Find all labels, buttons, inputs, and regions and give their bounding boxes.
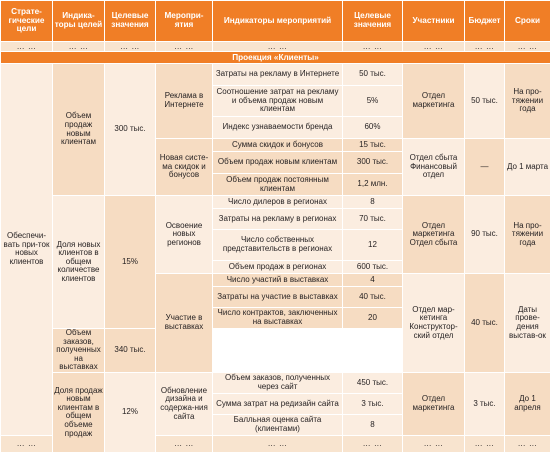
header-goal-indicators: Индика-торы целей	[53, 1, 105, 42]
participants-cell: Отдел маркетинга Отдел сбыта	[403, 196, 465, 274]
ellipsis-cell: … …	[1, 42, 53, 52]
activity-target-cell: 40 тыс.	[343, 287, 403, 308]
activity-indicator-cell: Затраты на участие в выставках	[213, 287, 343, 308]
header-strategic-goals: Страте-гические цели	[1, 1, 53, 42]
activity-indicator-cell: Балльная оценка сайта (клиентами)	[213, 414, 343, 435]
header-participants: Участники	[403, 1, 465, 42]
table-row	[1, 64, 550, 86]
term-cell: До 1 апреля	[505, 372, 550, 435]
activity-indicator-cell: Сумма скидок и бонусов	[213, 139, 343, 152]
activity-target-cell: 3 тыс.	[343, 393, 403, 414]
activity-indicator-cell: Затраты на рекламу в Интернете	[213, 64, 343, 86]
ellipsis-cell: … …	[1, 435, 53, 452]
ellipsis-row-top	[1, 42, 550, 52]
section-row	[1, 52, 550, 64]
activity-cell: Участие в выставках	[156, 274, 213, 373]
activity-target-cell: 15 тыс.	[343, 139, 403, 152]
activity-cell: Реклама в Интернете	[156, 64, 213, 139]
activity-indicator-cell: Число контрактов, заключенных на выставках	[213, 308, 343, 329]
activity-target-cell: 12	[343, 230, 403, 261]
term-cell: До 1 марта	[505, 139, 550, 196]
ellipsis-cell: … …	[156, 435, 213, 452]
activity-indicator-cell: Соотношение затрат на рекламу и объема продаж новым клиентам	[213, 86, 343, 117]
activity-target-cell: 8	[343, 196, 403, 209]
ellipsis-cell: … …	[465, 435, 505, 452]
budget-cell: 3 тыс.	[465, 372, 505, 435]
goal-indicator-cell: Доля продаж новым клиентам в общем объеме продаж	[53, 372, 105, 452]
activity-indicator-cell: Объем продаж в регионах	[213, 261, 343, 274]
header-activities: Меропри-ятия	[156, 1, 213, 42]
activity-target-cell: 5%	[343, 86, 403, 117]
budget-cell: 90 тыс.	[465, 196, 505, 274]
ellipsis-cell: … …	[505, 42, 550, 52]
goal-indicator-cell: Доля новых клиентов в общем количестве клиентов	[53, 196, 105, 329]
goal-target-cell: 15%	[105, 196, 156, 329]
ellipsis-cell: … …	[213, 435, 343, 452]
activity-cell: Освоение новых регионов	[156, 196, 213, 274]
term-cell: На про-тяжении года	[505, 196, 550, 274]
activity-indicator-cell: Объем заказов, полученных на выставках	[53, 329, 105, 373]
ellipsis-cell: … …	[343, 42, 403, 52]
section-title: Проекция «Клиенты»	[1, 52, 550, 64]
goal-target-cell: 12%	[105, 372, 156, 452]
ellipsis-cell: … …	[343, 435, 403, 452]
ellipsis-cell: … …	[53, 42, 105, 52]
header-terms: Сроки	[505, 1, 550, 42]
strategic-goal-cell: Обеспечи-вать при-ток новых клиентов	[1, 64, 53, 436]
ellipsis-cell: … …	[465, 42, 505, 52]
table-row	[1, 372, 550, 393]
activity-cell: Обновление дизайна и содержа-ния сайта	[156, 372, 213, 435]
activity-target-cell: 300 тыс.	[343, 152, 403, 174]
activity-indicator-cell: Число дилеров в регионах	[213, 196, 343, 209]
header-row	[1, 1, 550, 42]
ellipsis-cell: … …	[505, 435, 550, 452]
participants-cell: Отдел сбыта Финансовый отдел	[403, 139, 465, 196]
activity-target-cell: 600 тыс.	[343, 261, 403, 274]
header-budget: Бюджет	[465, 1, 505, 42]
budget-cell: 50 тыс.	[465, 64, 505, 139]
activity-target-cell: 50 тыс.	[343, 64, 403, 86]
participants-cell: Отдел маркетинга	[403, 372, 465, 435]
ellipsis-cell: … …	[156, 42, 213, 52]
table-row	[1, 196, 550, 209]
activity-target-cell: 70 тыс.	[343, 209, 403, 230]
activity-target-cell: 20	[343, 308, 403, 329]
activity-indicator-cell: Объем заказов, полученных через сайт	[213, 372, 343, 393]
activity-indicator-cell: Сумма затрат на редизайн сайта	[213, 393, 343, 414]
participants-cell: Отдел маркетинга	[403, 64, 465, 139]
budget-cell: —	[465, 139, 505, 196]
activity-target-cell: 8	[343, 414, 403, 435]
activity-target-cell: 60%	[343, 117, 403, 139]
header-activity-targets: Целевые значения	[343, 1, 403, 42]
budget-cell: 40 тыс.	[465, 274, 505, 373]
activity-indicator-cell: Объем продаж новым клиентам	[213, 152, 343, 174]
activity-cell: Новая систе-ма скидок и бонусов	[156, 139, 213, 196]
goal-target-cell: 300 тыс.	[105, 64, 156, 196]
activity-indicator-cell: Объем продаж постоянным клиентам	[213, 174, 343, 196]
participants-cell: Отдел мар-кетинга Конструктор-ский отдел	[403, 274, 465, 373]
ellipsis-cell: … …	[403, 435, 465, 452]
activity-target-cell: 1,2 млн.	[343, 174, 403, 196]
activity-indicator-cell: Затраты на рекламу в регионах	[213, 209, 343, 230]
ellipsis-cell: … …	[403, 42, 465, 52]
activity-target-cell: 340 тыс.	[105, 329, 156, 373]
term-cell: Даты прове-дения выстав-ок	[505, 274, 550, 373]
activity-target-cell: 4	[343, 274, 403, 287]
header-activity-indicators: Индикаторы мероприятий	[213, 1, 343, 42]
activity-indicator-cell: Индекс узнаваемости бренда	[213, 117, 343, 139]
ellipsis-cell: … …	[105, 42, 156, 52]
activity-indicator-cell: Число участий в выставках	[213, 274, 343, 287]
ellipsis-cell: … …	[213, 42, 343, 52]
activity-indicator-cell: Число собственных представительств в регионах	[213, 230, 343, 261]
goal-indicator-cell: Объем продаж новым клиентам	[53, 64, 105, 196]
activity-target-cell: 450 тыс.	[343, 372, 403, 393]
term-cell: На про-тяжении года	[505, 64, 550, 139]
header-goal-targets: Целевые значения	[105, 1, 156, 42]
